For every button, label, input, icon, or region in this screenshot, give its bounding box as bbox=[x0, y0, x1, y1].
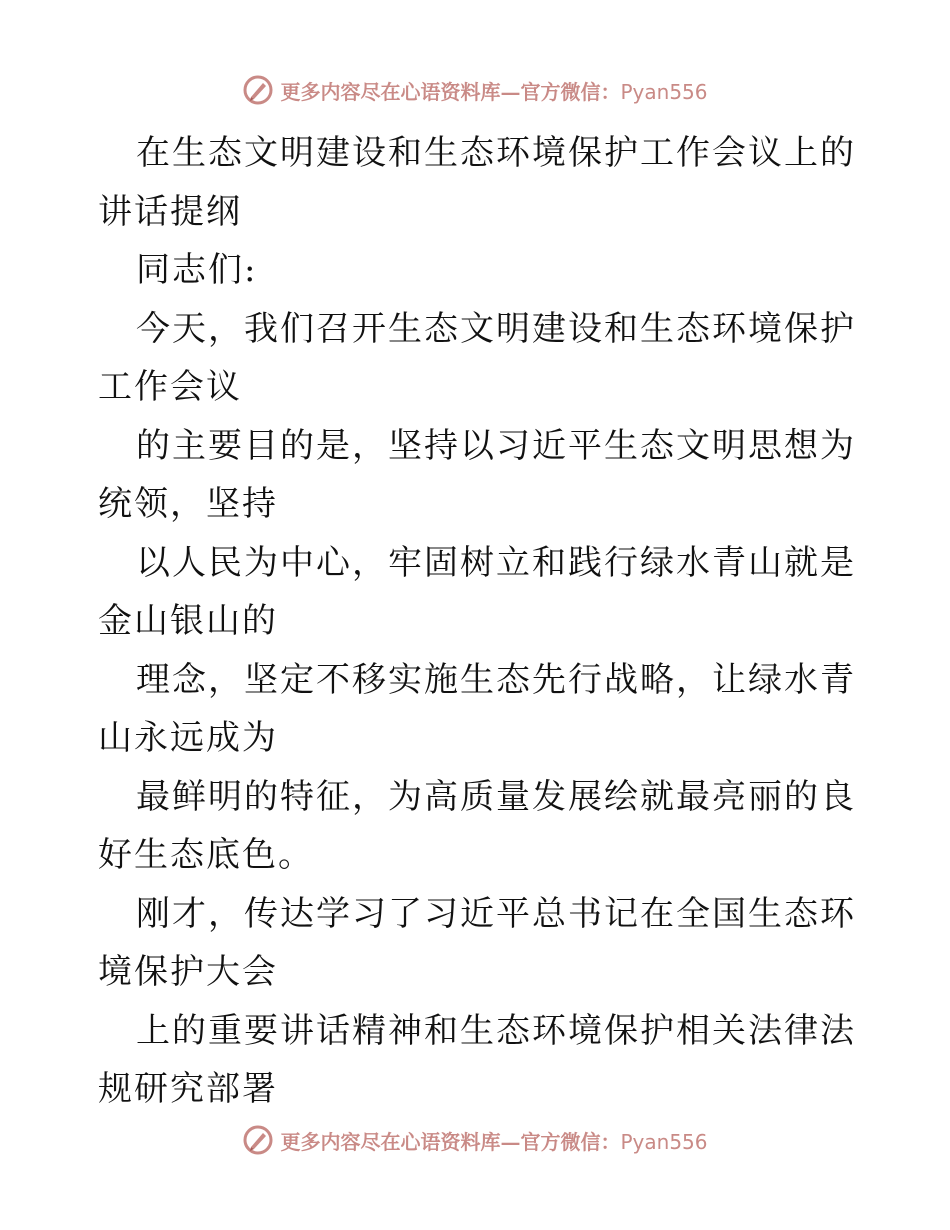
paragraph: 的主要目的是，坚持以习近平生态文明思想为统领，坚持 bbox=[98, 425, 856, 524]
paragraph: 刚才，传达学习了习近平总书记在全国生态环境保护大会 bbox=[98, 893, 856, 992]
paragraph: 上的重要讲话精神和生态环境保护相关法律法规研究部署 bbox=[98, 1010, 856, 1109]
watermark-text: 更多内容尽在心语资料库—官方微信：Pyan556 bbox=[280, 1129, 708, 1154]
paragraph: 今天，我们召开生态文明建设和生态环境保护工作会议 bbox=[98, 308, 856, 407]
salutation: 同志们: bbox=[136, 250, 258, 290]
paragraph: 以人民为中心，牢固树立和践行绿水青山就是金山银山的 bbox=[98, 542, 856, 641]
header-watermark bbox=[0, 70, 950, 110]
paragraph: 最鲜明的特征，为高质量发展绘就最亮丽的良好生态底色。 bbox=[98, 776, 856, 875]
pen-logo-icon bbox=[242, 74, 274, 106]
paragraph: 理念，坚定不移实施生态先行战略，让绿水青山永远成为 bbox=[98, 659, 856, 758]
watermark-text: 更多内容尽在心语资料库—官方微信：Pyan556 bbox=[280, 79, 708, 104]
document-body bbox=[98, 124, 858, 1119]
pen-logo-icon bbox=[242, 1124, 274, 1156]
watermark-id: Pyan556 bbox=[620, 1129, 708, 1154]
footer-watermark bbox=[0, 1120, 950, 1160]
watermark-id: Pyan556 bbox=[620, 79, 708, 104]
document-title: 在生态文明建设和生态环境保护工作会议上的讲话提纲 bbox=[98, 133, 856, 232]
